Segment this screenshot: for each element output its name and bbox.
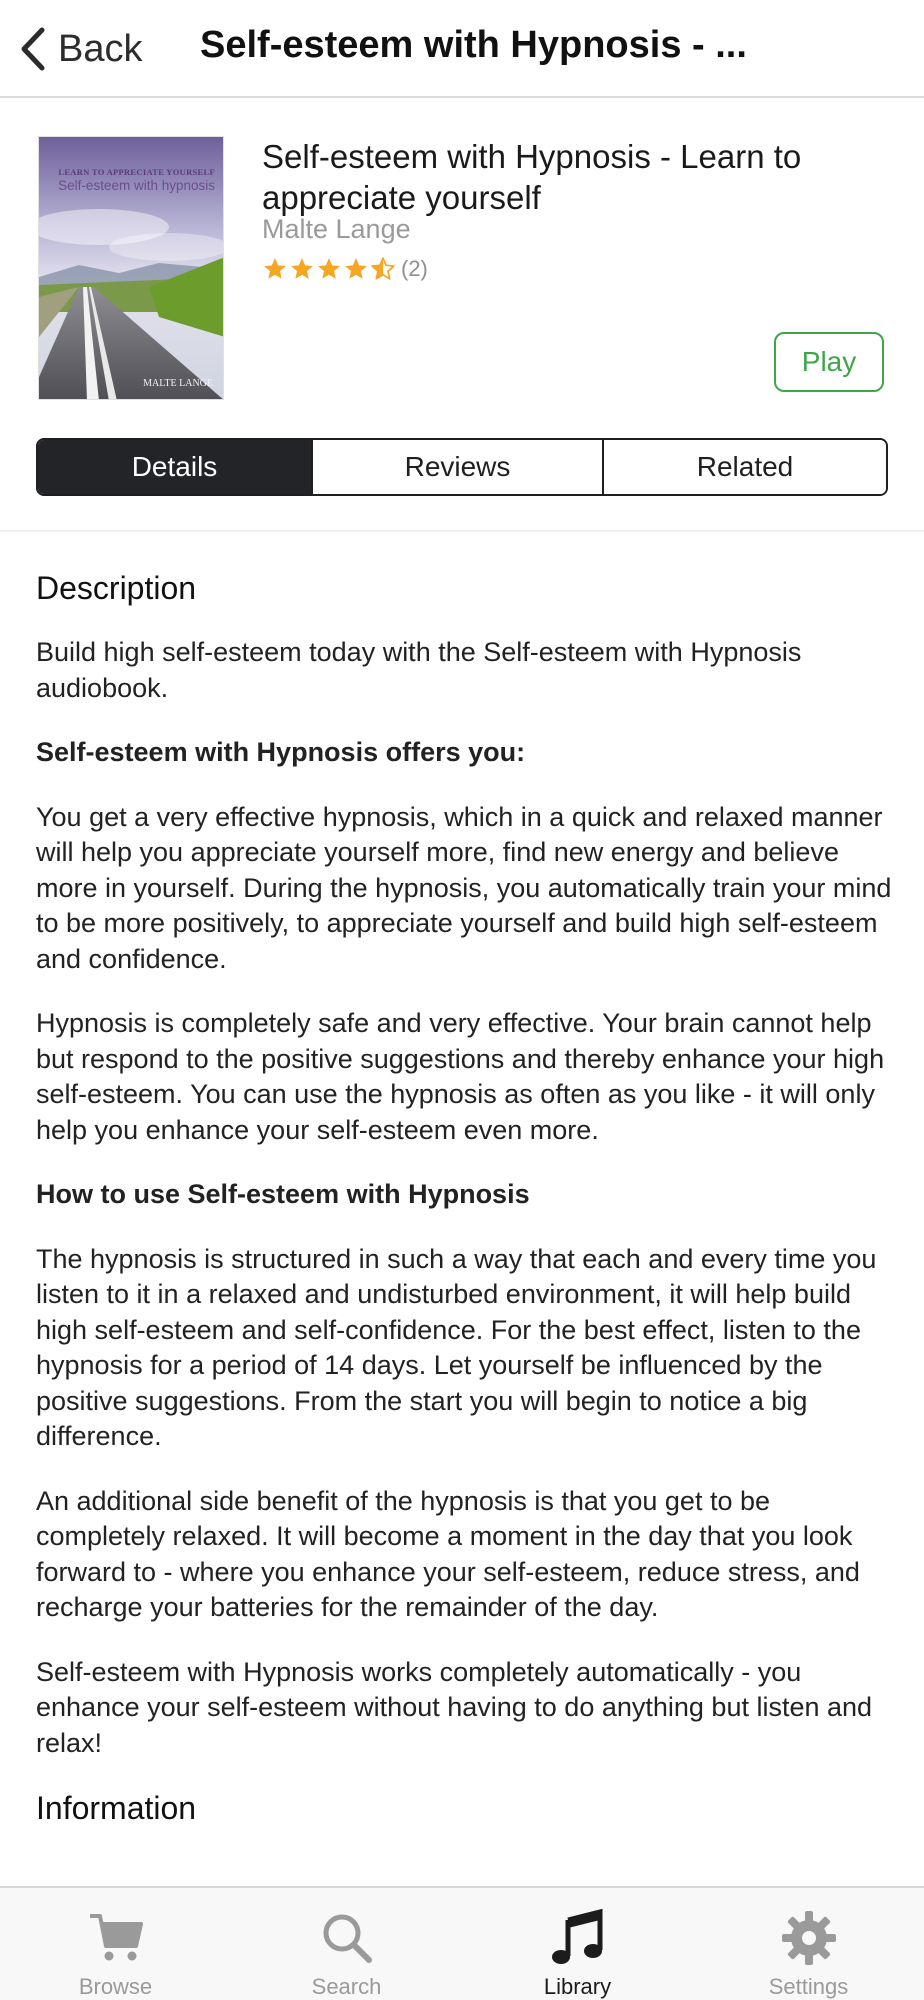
description-heading: Description — [36, 570, 197, 606]
star-full-icon — [289, 256, 315, 282]
navigation-bar — [0, 0, 924, 98]
cover-author: MALTE LANGE — [143, 378, 213, 389]
details-content[interactable] — [36, 570, 892, 1870]
play-button[interactable]: Play — [774, 332, 884, 392]
back-button[interactable] — [18, 22, 142, 76]
nav-title: Self-esteem with Hypnosis - ... — [200, 24, 747, 66]
star-full-icon — [316, 256, 342, 282]
tabbar-item-browse[interactable] — [0, 1888, 231, 2000]
cover-title: Self-esteem with hypnosis — [58, 178, 215, 193]
rating-count: (2) — [401, 256, 428, 281]
back-label: Back — [58, 27, 143, 70]
information-heading: Information — [36, 1790, 197, 1826]
tabbar-label: Search — [311, 1974, 382, 1999]
star-full-icon — [262, 256, 288, 282]
description-paragraph: You get a very effective hypnosis, which in a quick and relaxed manner will help you appreciate yourself more, find new energy and believe more in yourself. During the hypnosis, you automatically train your mind to be more positively, to appreciate yourself and build high self-esteem and confidence. — [36, 801, 892, 974]
tabbar-label: Settings — [768, 1974, 849, 1999]
description-subheading: How to use Self-esteem with Hypnosis — [36, 1179, 530, 1209]
book-author[interactable]: Malte Lange — [262, 214, 411, 244]
star-full-icon — [343, 256, 369, 282]
description-paragraph: Self-esteem with Hypnosis works completely automatically - you enhance your self-esteem without having to do anything but listen and relax! — [36, 1656, 873, 1758]
description-paragraph: Build high self-esteem today with the Self-esteem with Hypnosis audiobook. — [36, 637, 802, 703]
music-note-icon — [548, 1908, 608, 1968]
tab-related[interactable]: Related — [602, 440, 886, 494]
cart-icon — [86, 1908, 146, 1968]
detail-segmented-control — [36, 438, 888, 496]
book-title: Self-esteem with Hypnosis - Learn to appreciate yourself — [262, 138, 802, 216]
gear-icon — [779, 1908, 839, 1968]
cover-tagline: LEARN TO APPRECIATE YOURSELF — [58, 167, 215, 177]
tab-details[interactable]: Details — [38, 440, 311, 494]
tabbar-item-search[interactable] — [231, 1888, 462, 2000]
tabbar-label: Library — [543, 1974, 612, 1999]
description-paragraph: Hypnosis is completely safe and very effective. Your brain cannot help but respond to the positive suggestions and thereby enhance your high self-esteem. You can use the hypnosis as often as you like - it will only help you enhance your self-esteem even more. — [36, 1008, 885, 1145]
description-subheading: Self-esteem with Hypnosis offers you: — [36, 737, 526, 767]
star-half-icon — [370, 256, 396, 282]
tab-bar — [0, 1886, 924, 2000]
divider — [0, 530, 924, 532]
tabbar-item-settings[interactable] — [693, 1888, 924, 2000]
book-cover — [38, 136, 224, 400]
star-rating — [262, 256, 428, 282]
chevron-left-icon — [18, 24, 48, 74]
description-paragraph: An additional side benefit of the hypnosis is that you get to be completely relaxed. It will become a moment in the day that you look forward to - where you enhance your self-esteem, reduce stress, and recharge your batteries for the remainder of the day. — [36, 1485, 860, 1622]
tabbar-item-library[interactable] — [462, 1888, 693, 2000]
tabbar-label: Browse — [78, 1974, 153, 1999]
description-paragraph: The hypnosis is structured in such a way that each and every time you listen to it in a relaxed and undisturbed environment, it will help build high self-esteem and self-confidence. For the best effect, listen to the hypnosis for a period of 14 days. Let yourself be influenced by the positive suggestions. From the start you will begin to notice a big difference. — [36, 1243, 877, 1451]
tab-reviews[interactable]: Reviews — [311, 440, 602, 494]
search-icon — [317, 1908, 377, 1968]
